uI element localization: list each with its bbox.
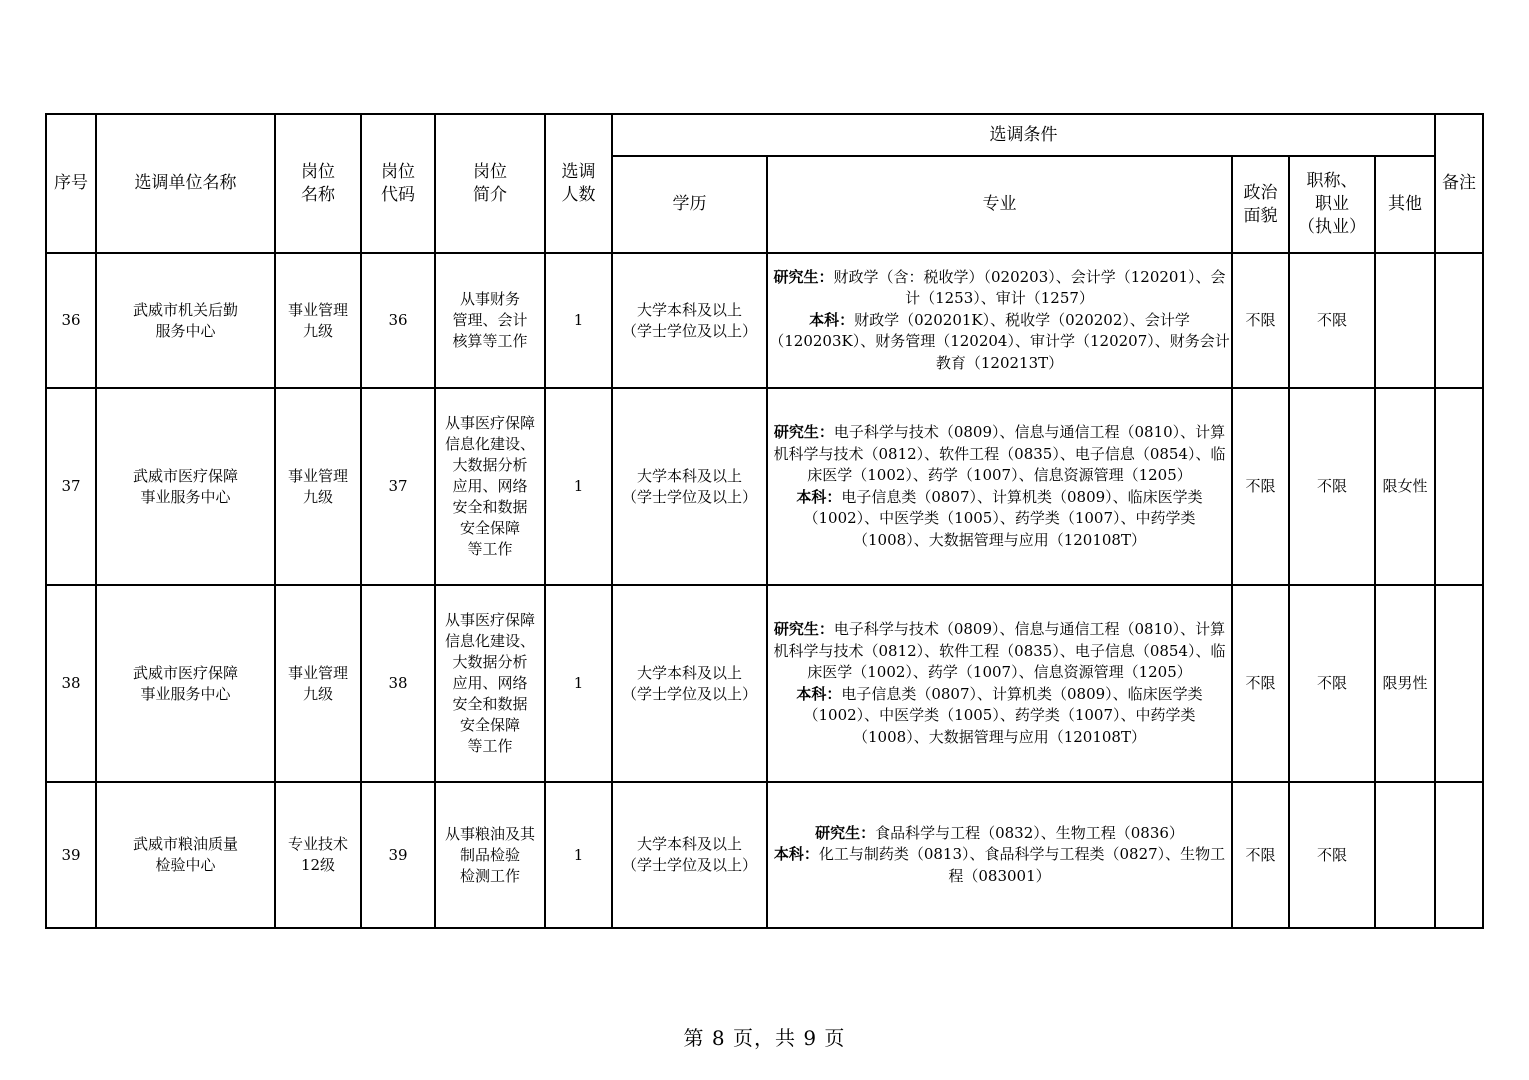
table-row [46, 585, 1483, 782]
cell-major [767, 388, 1232, 585]
grad-label: 研究生： [773, 267, 834, 286]
header-seq: 序号 [46, 114, 96, 253]
cell-count: 1 [545, 585, 612, 782]
table-row [46, 388, 1483, 585]
cell-education: 大学本科及以上 （学士学位及以上） [612, 388, 767, 585]
table-row [46, 253, 1483, 388]
header-remark: 备注 [1435, 114, 1483, 253]
grad-majors: 食品科学与工程（0832）、生物工程（0836） [875, 823, 1184, 842]
cell-count: 1 [545, 253, 612, 388]
cell-seq: 37 [46, 388, 96, 585]
cell-post-code: 36 [361, 253, 435, 388]
cell-post-code: 38 [361, 585, 435, 782]
cell-post-intro: 从事医疗保障 信息化建设、 大数据分析 应用、网络 安全和数据 安全保障 等工作 [435, 388, 545, 585]
grad-label: 研究生： [773, 620, 834, 638]
cell-major [767, 782, 1232, 928]
cell-politics: 不限 [1232, 388, 1289, 585]
header-title: 职称、 职业 （执业） [1289, 156, 1375, 253]
cell-other: 限女性 [1375, 388, 1435, 585]
cell-count: 1 [545, 388, 612, 585]
page-footer: 第 8 页，共 9 页 [683, 1026, 846, 1050]
cell-unit: 武威市粮油质量 检验中心 [96, 782, 275, 928]
header-other: 其他 [1375, 156, 1435, 253]
cell-other [1375, 782, 1435, 928]
cell-post-intro: 从事财务 管理、会计 核算等工作 [435, 253, 545, 388]
cell-post-name: 事业管理 九级 [275, 253, 361, 388]
cell-title: 不限 [1289, 782, 1375, 928]
recruitment-table [45, 113, 1484, 929]
cell-major [767, 585, 1232, 782]
cell-count: 1 [545, 782, 612, 928]
cell-other [1375, 253, 1435, 388]
cell-remark [1435, 782, 1483, 928]
cell-unit: 武威市机关后勤 服务中心 [96, 253, 275, 388]
ug-label: 本科： [796, 684, 842, 703]
header-conditions: 选调条件 [612, 114, 1435, 156]
table-row [46, 782, 1483, 928]
cell-post-intro: 从事粮油及其 制品检验 检测工作 [435, 782, 545, 928]
cell-unit: 武威市医疗保障 事业服务中心 [96, 585, 275, 782]
header-unit: 选调单位名称 [96, 114, 275, 253]
ug-majors: 财政学（020201K）、税收学（020202）、会计学（120203K）、财务管理（120204）、审计学（120207）、财务会计教育（120213T） [769, 310, 1230, 372]
grad-majors: 电子科学与技术（0809）、信息与通信工程（0810）、计算机科学与技术（0812）、软件工程（0835）、电子信息（0854）、临床医学（1002）、药学（1007）、信息资源管理（1205） [773, 620, 1226, 681]
grad-majors: 财政学（含：税收学）（020203）、会计学（120201）、会计（1253）、审计（1257） [833, 267, 1226, 308]
cell-seq: 39 [46, 782, 96, 928]
ug-label: 本科： [796, 487, 842, 506]
cell-education: 大学本科及以上 （学士学位及以上） [612, 782, 767, 928]
cell-major [767, 253, 1232, 388]
ug-label: 本科： [773, 845, 819, 864]
ug-majors: 化工与制药类（0813）、食品科学与工程类（0827）、生物工程（083001） [818, 845, 1226, 885]
cell-title: 不限 [1289, 585, 1375, 782]
cell-remark [1435, 585, 1483, 782]
cell-post-intro: 从事医疗保障 信息化建设、 大数据分析 应用、网络 安全和数据 安全保障 等工作 [435, 585, 545, 782]
header-post-code: 岗位 代码 [361, 114, 435, 253]
cell-post-code: 39 [361, 782, 435, 928]
cell-post-name: 事业管理 九级 [275, 388, 361, 585]
header-count: 选调 人数 [545, 114, 612, 253]
header-education: 学历 [612, 156, 767, 253]
grad-majors: 电子科学与技术（0809）、信息与通信工程（0810）、计算机科学与技术（0812）、软件工程（0835）、电子信息（0854）、临床医学（1002）、药学（1007）、信息资源管理（1205） [773, 423, 1226, 484]
cell-politics: 不限 [1232, 585, 1289, 782]
cell-title: 不限 [1289, 388, 1375, 585]
cell-seq: 38 [46, 585, 96, 782]
cell-post-name: 专业技术 12级 [275, 782, 361, 928]
cell-education: 大学本科及以上 （学士学位及以上） [612, 253, 767, 388]
cell-post-code: 37 [361, 388, 435, 585]
ug-majors: 电子信息类（0807）、计算机类（0809）、临床医学类（1002）、中医学类（1005）、药学类（1007）、中药学类（1008）、大数据管理与应用（120108T） [803, 487, 1203, 549]
ug-majors: 电子信息类（0807）、计算机类（0809）、临床医学类（1002）、中医学类（1005）、药学类（1007）、中药学类（1008）、大数据管理与应用（120108T） [803, 684, 1203, 746]
ug-label: 本科： [809, 310, 855, 329]
header-politics: 政治 面貌 [1232, 156, 1289, 253]
header-post-intro: 岗位 简介 [435, 114, 545, 253]
header-post-name: 岗位 名称 [275, 114, 361, 253]
header-major: 专业 [767, 156, 1232, 253]
grad-label: 研究生： [773, 423, 834, 441]
cell-seq: 36 [46, 253, 96, 388]
grad-label: 研究生： [815, 823, 876, 842]
cell-politics: 不限 [1232, 253, 1289, 388]
cell-other: 限男性 [1375, 585, 1435, 782]
cell-title: 不限 [1289, 253, 1375, 388]
cell-politics: 不限 [1232, 782, 1289, 928]
cell-education: 大学本科及以上 （学士学位及以上） [612, 585, 767, 782]
cell-remark [1435, 388, 1483, 585]
cell-remark [1435, 253, 1483, 388]
cell-post-name: 事业管理 九级 [275, 585, 361, 782]
cell-unit: 武威市医疗保障 事业服务中心 [96, 388, 275, 585]
